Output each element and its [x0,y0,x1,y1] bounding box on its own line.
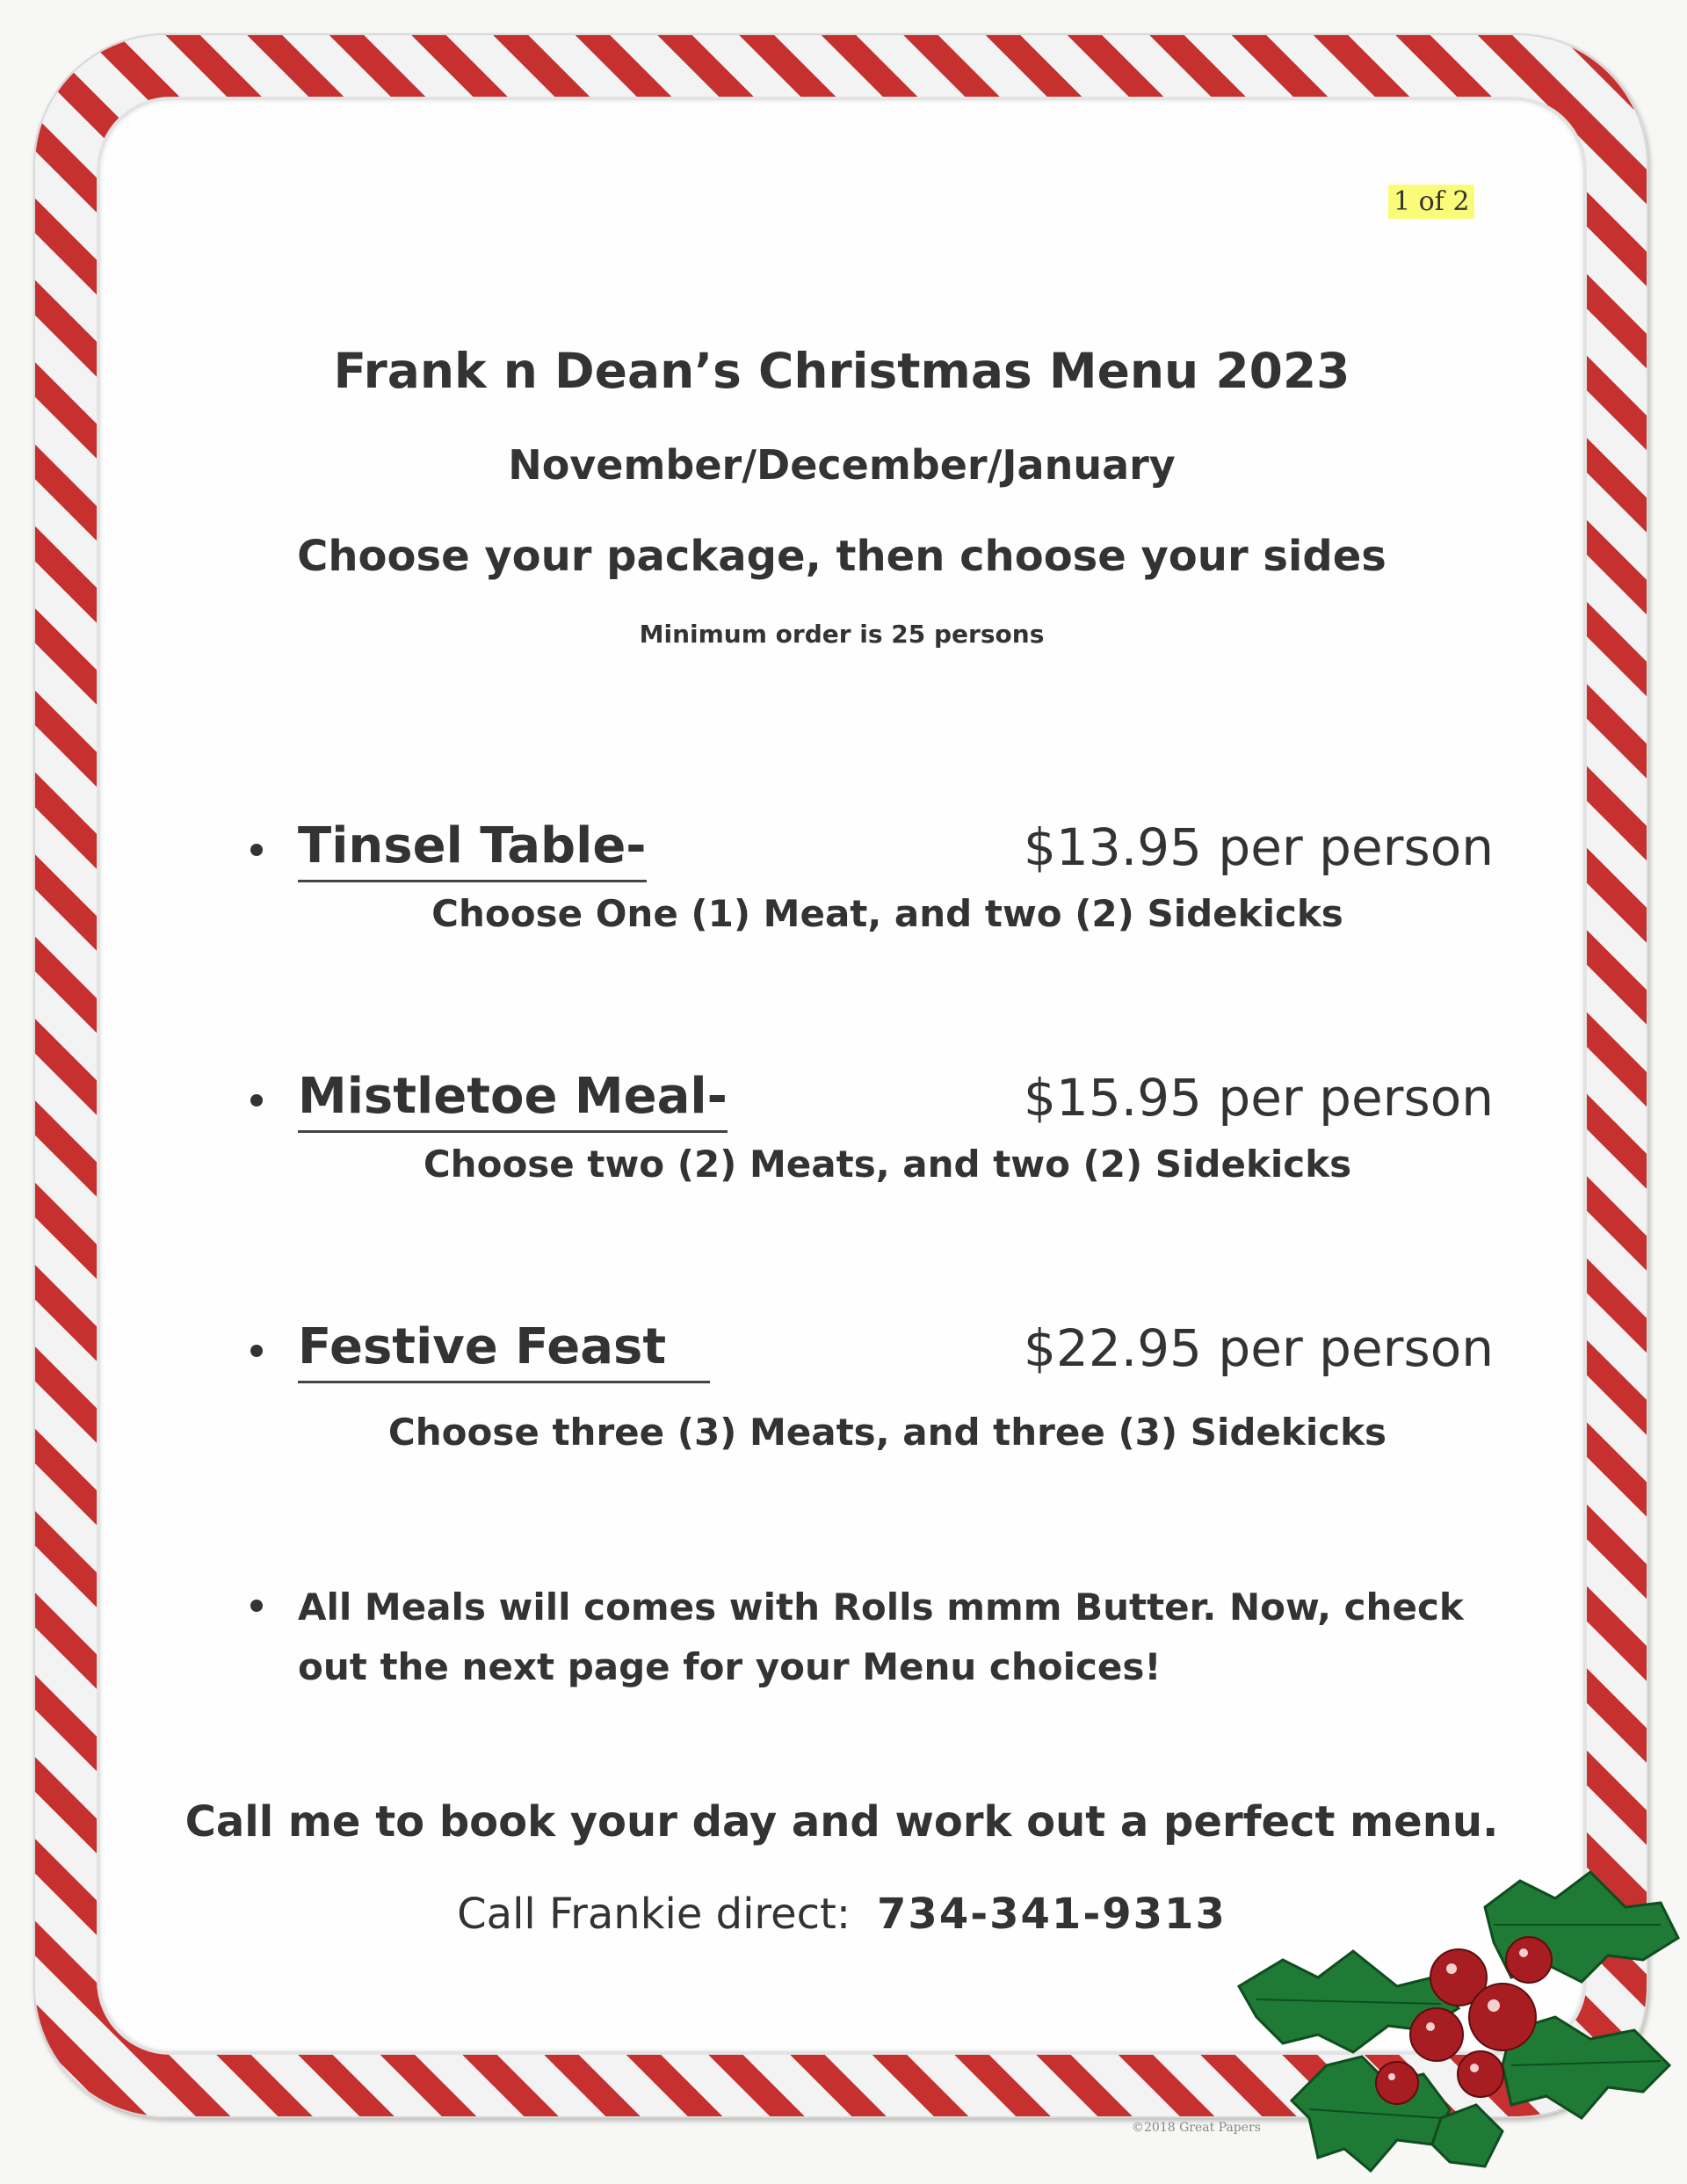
package-name: Festive Feast [298,1318,710,1383]
package-description: Choose two (2) Meats, and two (2) Sidekicks [423,1143,1352,1186]
bullet-icon [250,844,263,856]
package-festive-feast [250,1318,1524,1494]
package-name: Mistletoe Meal- [298,1068,728,1133]
menu-instructions: Choose your package, then choose your sides [297,532,1387,581]
package-description: Choose three (3) Meats, and three (3) Sidekicks [387,1411,1387,1454]
package-price: $15.95 per person [1024,1068,1494,1128]
menu-title: Frank n Dean’s Christmas Menu 2023 [333,343,1350,399]
bullet-icon [250,1094,263,1107]
package-price: $22.95 per person [1024,1318,1494,1378]
meals-note-text: All Meals will comes with Rolls mmm Butter. Now, check out the next page for your Menu choices! [298,1585,1464,1688]
menu-months: November/December/January [508,441,1176,489]
package-description: Choose One (1) Meat, and two (2) Sidekicks [431,892,1343,935]
contact-label: Call Frankie direct: [457,1890,851,1939]
call-to-action: Call me to book your day and work out a perfect menu. [185,1797,1499,1847]
package-name: Tinsel Table- [298,817,647,882]
package-price: $13.95 per person [1024,817,1494,877]
bullet-icon [250,1600,263,1612]
holly-icon [1221,1854,1687,2184]
copyright-notice: ©2018 Great Papers [1132,2121,1261,2135]
minimum-order-note: Minimum order is 25 persons [639,620,1045,649]
bullet-icon [250,1345,263,1357]
package-tinsel-table [250,817,1524,976]
page-number-badge: 1 of 2 [1388,185,1474,219]
package-mistletoe-meal [250,1068,1524,1226]
phone-number: 734-341-9313 [877,1890,1227,1939]
